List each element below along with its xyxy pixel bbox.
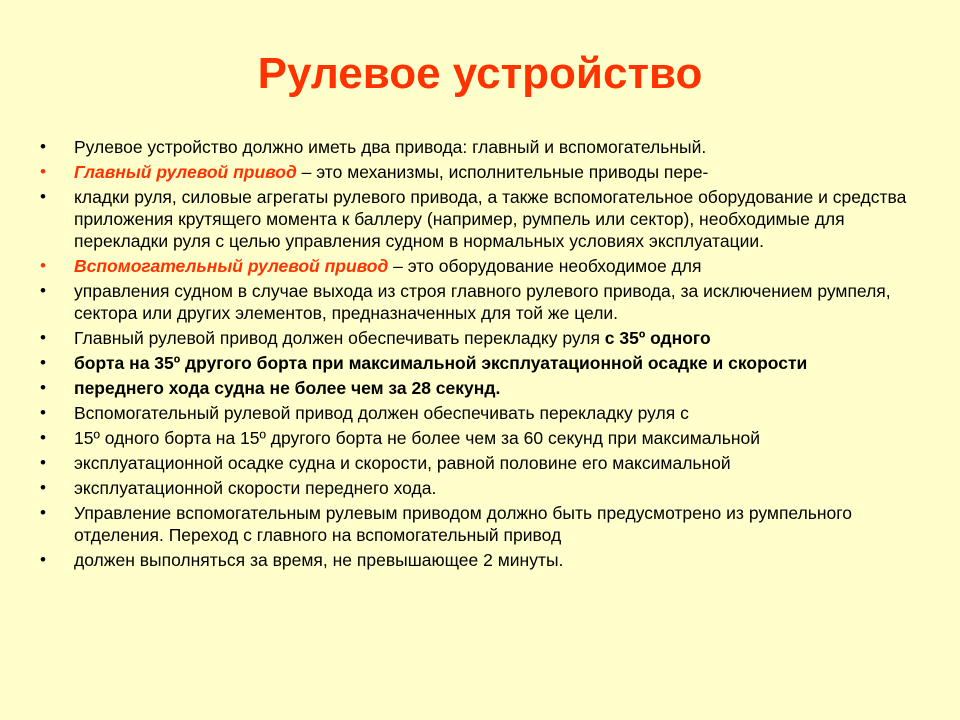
bullet-text: управления судном в случае выхода из строя главного рулевого привода, за исключением румпеля, сектора или других элементов, предназначенных для той же цели. <box>74 281 891 323</box>
bullet-bold-text: переднего хода судна не более чем за 28 секунд. <box>74 378 501 398</box>
term-auxiliary-steering-gear: Вспомогательный рулевой привод <box>74 256 389 276</box>
bullet-icon: • <box>40 453 46 472</box>
bullet-text: – это оборудование необходимое для <box>388 256 702 276</box>
term-main-steering-gear: Главный рулевой привод <box>74 162 297 182</box>
bullet-item <box>36 327 936 349</box>
bullet-text: Главный рулевой привод должен обеспечивать перекладку руля <box>74 328 605 348</box>
bullet-text: эксплуатационной скорости переднего хода. <box>74 478 437 498</box>
bullet-icon: • <box>40 137 46 156</box>
bullet-icon: • <box>40 378 46 397</box>
slide-title: Рулевое устройство <box>257 49 703 98</box>
bullet-bold-text: с 35º одного <box>604 328 711 348</box>
bullet-item <box>36 477 936 499</box>
bullet-icon: • <box>40 162 46 181</box>
bullet-item <box>36 280 936 324</box>
bullet-icon: • <box>40 281 46 300</box>
bullet-item <box>36 136 936 158</box>
bullet-text: Вспомогательный рулевой привод должен обеспечивать перекладку руля с <box>74 403 689 423</box>
bullet-text: – это механизмы, исполнительные приводы пере- <box>296 162 709 182</box>
bullet-icon: • <box>40 353 46 372</box>
bullet-text: Управление вспомогательным рулевым приводом должно быть предусмотрено из румпельного отделения. Переход с главного на вспомогательный привод <box>74 503 853 545</box>
bullet-item <box>36 402 936 424</box>
bullet-text: эксплуатационной осадке судна и скорости, равной половине его максимальной <box>74 453 731 473</box>
bullet-icon: • <box>40 550 46 569</box>
bullet-text: Рулевое устройство должно иметь два привода: главный и вспомогательный. <box>74 137 707 157</box>
bullet-icon: • <box>40 478 46 497</box>
bullet-item <box>36 502 936 546</box>
bullet-icon: • <box>40 403 46 422</box>
bullet-text: 15º одного борта на 15º другого борта не более чем за 60 секунд при максимальной <box>74 428 761 448</box>
bullet-item <box>36 377 936 399</box>
bullet-icon: • <box>40 428 46 447</box>
bullet-text: должен выполняться за время, не превышающее 2 минуты. <box>74 550 564 570</box>
bullet-icon: • <box>40 256 46 275</box>
bullet-text: кладки руля, силовые агрегаты рулевого привода, а также вспомогательное оборудование и средства приложения крутящего момента к баллеру (например, румпель или сектор), необходимые для перекладки руля с целью управления судном в нормальных условиях эксплуатации. <box>74 187 907 251</box>
bullet-item <box>36 186 936 252</box>
bullet-item <box>36 161 936 183</box>
bullet-bold-text: борта на 35º другого борта при максимальной эксплуатационной осадке и скорости <box>74 353 808 373</box>
bullet-item <box>36 452 936 474</box>
bullet-item <box>36 427 936 449</box>
bullet-list <box>36 136 936 574</box>
bullet-item <box>36 352 936 374</box>
bullet-item <box>36 255 936 277</box>
bullet-item <box>36 549 936 571</box>
bullet-icon: • <box>40 328 46 347</box>
bullet-icon: • <box>40 503 46 522</box>
bullet-icon: • <box>40 187 46 206</box>
